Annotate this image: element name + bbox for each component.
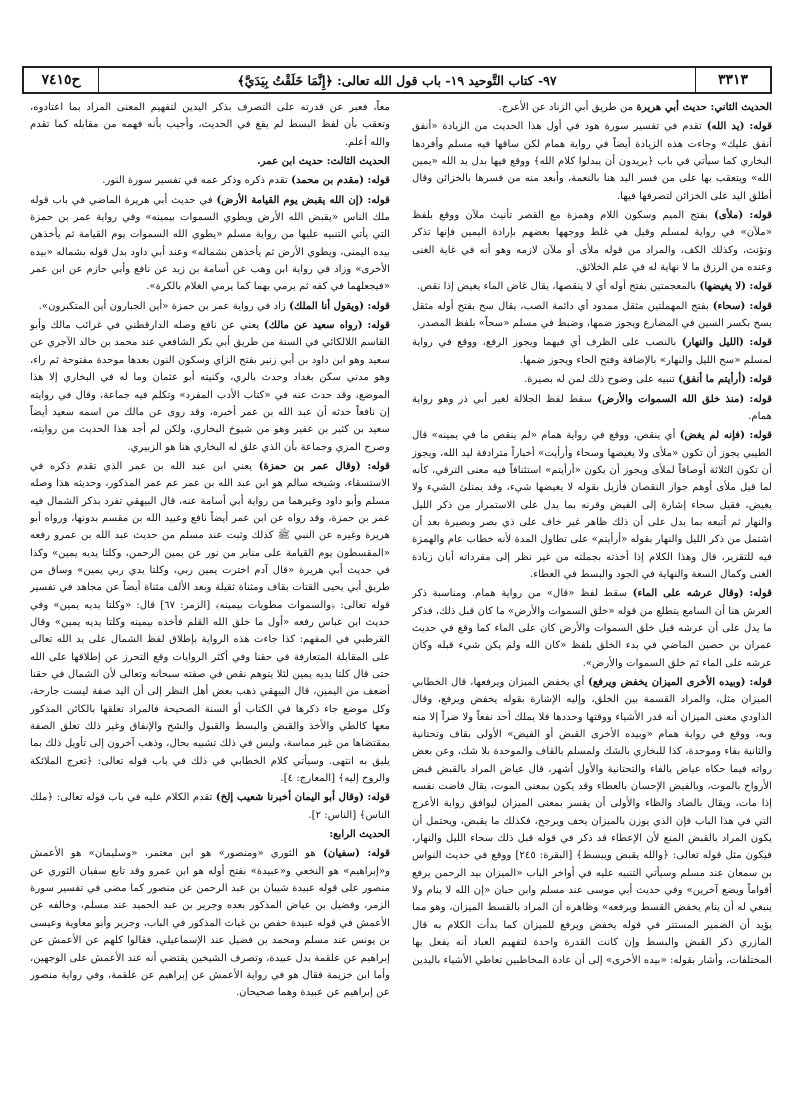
paragraph-heading: قوله: (وقال عمر بن حمزة) (258, 459, 390, 472)
paragraph-heading: قوله: (ويقول أنا الملك) (289, 299, 390, 312)
paragraph-heading: قوله: (مقدم بن محمد) (291, 174, 390, 187)
paragraph-heading: قوله: (الليل والنهار) (681, 336, 772, 349)
paragraph-heading: الحديث الثاني: حديث أبي هريرة (636, 101, 772, 113)
commentary-paragraph (30, 99, 390, 151)
commentary-paragraph (412, 427, 772, 583)
commentary-paragraph (412, 585, 772, 672)
paragraph-text: من طريق أبي الزناد عن الأعرج. (498, 102, 634, 113)
commentary-paragraph (30, 826, 390, 843)
paragraph-text: في حديث أبي هريرة الماضي في باب قوله ملك الناس «يقبض الله الأرض ويطوي السموات بيمينه» وفي رواية عمر بن حمزة التي يأتي التنبيه عليها من رواية مسلم «يطوي الله السموات يوم القيامة ثم يأخذهن بيده اليمنى، ويطوي الأرض ثم يأخذهن بشماله» وعند أبي داود بدل قوله بشماله «بيده الأخرى» وزاد في رواية ابن وهب عن أسامة بن زيد عن نافع وأبي حازم عن ابن عمر «فيجعلهما في كفه ثم يرمي بهما كما يرمي الغلام بالكرة». (30, 194, 390, 293)
paragraph-text: بالمعجمتين بفتح أوله أي لا ينقصها، يقال غاض الماء يغيض إذا نقص. (416, 281, 697, 293)
commentary-paragraph (412, 674, 772, 969)
paragraph-text: بفتح الميم وسكون اللام وهمزة مع القصر تأنيث ملآن ووقع بلفظ «ملآن» في رواية لمسلم وقيل هي غلط ووجهها بعضهم بإرادة اليمين فإنها تذكر وتؤنث، وكذلك الكف، والمراد من قوله ملأى أو ملآن لازمه وهو أنه في غاية الغنى وعنده من الرزق ما لا نهاية له في علم الخلائق. (412, 210, 772, 274)
paragraph-heading: قوله: (فإنه لم يغض) (679, 429, 772, 442)
paragraph-heading: قوله: (وقال عرشه على الماء) (632, 587, 772, 600)
paragraph-text: تنبيه على وضوح ذلك لمن له بصيرة. (524, 374, 675, 386)
paragraph-heading: قوله: (وقال أبو اليمان أخبرنا شعيب إلخ) (215, 791, 390, 804)
right-column (412, 99, 772, 1106)
paragraph-heading: الحديث الرابع: (329, 828, 390, 841)
running-title: ٩٧- كتاب التَّوحيد ١٩- باب قول الله تعالى: ﴿إِنَّمَا خَلَقْتُ بِيَدَيَّ﴾ (237, 72, 557, 88)
commentary-paragraph (412, 99, 772, 116)
paragraph-text: بالنصب على الظرف أي فيهما ويجوز الرفع، ووقع في رواية لمسلم «سح الليل والنهار» بالإضافة وفتح الحاء ويجوز ضمها. (412, 337, 772, 366)
commentary-paragraph (30, 317, 390, 456)
commentary-paragraph (30, 153, 390, 170)
paragraph-text: معاً، فعبر عن قدرته على التصرف بذكر اليدين لتفهيم المعنى المراد بما اعتادوه، وتعقب بأن لفظ البسط لم يقع في الحديث، وأجيب بأنه فهمه من مقابله كما تقدم والله أعلم. (30, 102, 390, 148)
commentary-paragraph (412, 118, 772, 205)
left-column (30, 99, 390, 1106)
paragraph-text: أي يخفض الميزان ويرفعها، قال الخطابي الميزان مثل، والمراد القسمة بين الخلق، وإليه الإشارة بقوله يخفض ويرفع، وقال الداودي معنى الميزان أنه قدر الأشياء ووقتها وحددها فلا يملك أحد نفعاً ولا ضراً إلا منه وبه، ووقع في رواية همام «وبيده الأخرى القبض أو الفيض» الأولى بقاف وتحتانية والثانية بفاء وموحدة، كذا للبخاري بالشك ولمسلم بالقاف والموحدة بلا شك، وعن بعض رواته فيما حكاه عياض بالفاء والتحتانية والأول أشهر، قال عياض المراد بالقبض قبض الأرواح بالموت، وبالفيض الإحسان بالعطاء وقد يكون بمعنى الموت، يقال فاضت نفسه إذا مات، ويقال بالضاد والظاء والأولى أن يفسر بمعنى الميزان ليوافق رواية الأعرج التي في هذا الباب فإن الذي يوزن بالميزان يخف ويرجح، فكذلك ما يقبض، ويحتمل أن يكون المراد بالقبض المنع لأن الإعطاء قد ذكر في قوله قبل ذلك سحاء الليل والنهار، فيكون مثل قوله تعالى: ﴿والله يقبض ويبسط﴾ [البقرة: ٢٤٥] ووقع في حديث النواس بن سمعان عند مسلم وسيأتي التنبيه عليه في أواخر الباب «الميزان بيد الرحمن يرفع أقواماً ويضع آخرين» وفي حديث أبي موسى عند مسلم وابن حبان «إن الله لا ينام ولا ينبغي له أن ينام يخفض القسط ويرفعه» وظاهره أن المراد بالقسط الميزان، وهو مما يؤيد أن الضمير المستتر في قوله يخفض ويرفع للميزان كما بدأت الكلام به قال المازري ذكر القبض والبسط وإن كانت القدرة واحدة لتفهيم العباد أنه يفعل بها المختلفات، وأشار بقوله: «بيده الأخرى» إلى أن عادة المخاطبين تعاطي الأشياء باليدين (412, 677, 772, 966)
commentary-paragraph (30, 458, 390, 788)
commentary-paragraph (412, 278, 772, 295)
page-number: ٣٣١٣ (695, 68, 770, 92)
paragraph-heading: قوله: (سحاء) (712, 299, 772, 312)
paragraph-text: تقدم الكلام عليه في باب قوله تعالى: ﴿ملك الناس﴾ [الناس: ٢]. (30, 792, 390, 821)
paragraph-text: بفتح المهملتين مثقل ممدود أي دائمة الصب، يقال سح بفتح أوله مثقل يسح بكسر السين في المضارع ويجوز ضمها، وضبط في مسلم «سحاً» بلفظ المصدر. (412, 300, 772, 330)
paragraph-text: سقط لفظ الجلالة لغير أبي ذر وهو رواية همام. (412, 393, 772, 422)
paragraph-heading: قوله: (إن الله يقبض يوم القيامة الأرض) (216, 193, 390, 206)
paragraph-heading: قوله: (منذ خلق الله السموات والأرض) (597, 392, 772, 405)
commentary-paragraph (412, 371, 772, 388)
paragraph-heading: قوله: (يد الله) (706, 120, 772, 133)
paragraph-heading: الحديث الثالث: حديث ابن عمر. (257, 155, 390, 168)
commentary-paragraph (412, 298, 772, 333)
paragraph-heading: قوله: (أرأيتم ما أنفق) (678, 373, 772, 386)
hadith-number: ح٧٤١٥ (24, 68, 99, 92)
commentary-paragraph (30, 845, 390, 1001)
paragraph-text: يعني عن نافع وصله الدارقطني في غرائب مالك وأبو القاسم اللالكائي في السنة من طريق أبي بكر الشافعي عند محمد بن خالد الآجري عن سعيد وهو ابن داود بن أبي زنبر بفتح الزاي وسكون النون بعدها موحدة مفتوحة ثم راء، وهو مدني سكن بغداد وحدث بالري، وكنيته أبو عثمان وما له في البخاري إلا هذا الموضع، وقد حدث عنه في «كتاب الأدب المفرد» وتكلم فيه جماعة، وقال في روايته إن نافعاً حدثه أن عبد الله بن عمر أخبره، وقد روى عن مالك من اسمه سعيد أيضاً سعيد بن كثير بن عفير وهو من شيوخ البخاري، ولكن لم أجد هذا الحديث من روايته، وصرح المزي وجماعة بأن الذي علق له البخاري هنا هو الزبيري. (30, 320, 390, 453)
commentary-paragraph (30, 298, 390, 315)
paragraph-heading: قوله: (لا يغيضها) (699, 280, 772, 293)
paragraph-heading: قوله: (وبيده الأخرى الميزان يخفض ويرفع) (588, 676, 772, 688)
commentary-paragraph (30, 172, 390, 189)
page-header (22, 66, 772, 94)
commentary-paragraph (30, 789, 390, 824)
commentary-paragraph (412, 391, 772, 426)
paragraph-text: هو الثوري «ومنصور» هو ابن معتمر، «وسليمان» هو الأعمش و«إبراهيم» هو النخعي و«عبيدة» بفتح أوله هو ابن عمرو وقد تابع سفيان الثوري عن منصور على قوله عبيدة شيبان بن عبد الرحمن عن منصور كما مضى في تفسير سورة الزمر، وفضيل بن عياض المذكور بعده وجرير بن عبد الحميد عند مسلم، وخالفه عن الأعمش في قوله عبيدة حفص بن غياث المذكور في الباب، وجرير وأبو معاوية وعيسى بن يونس عند مسلم ومحمد بن فضيل عند الإسماعيلي، فقالوا كلهم عن الأعمش عن إبراهيم عن علقمة بدل عبيدة، وتصرف الشيخين يقتضي أنه عند الأعمش على الوجهين، وأما ابن خزيمة فقال هو في رواية الأعمش عن إبراهيم عن علقمة، وفي رواية منصور عن إبراهيم عن عبيدة وهما صحيحان. (30, 848, 390, 999)
page-body (30, 99, 772, 1106)
commentary-paragraph (412, 207, 772, 276)
paragraph-text: تقدم في تفسير سورة هود في أول هذا الحديث من الزيادة «أنفق أنفق عليك» وجاءت هذه الزيادة أيضاً في رواية همام لكن ساقها فيه مسلم وأفردها البخاري كما سيأتي في باب ﴿يريدون أن يبدلوا كلام الله﴾ ووقع فيها بدل يد الله «يمين الله» ويتعقب بها على من فسر اليد هنا بالنعمة، وأبعد منه من فسرها بالخزائن وقال أطلق اليد على الخزائن لتصرفها فيها. (412, 121, 772, 202)
commentary-paragraph (412, 334, 772, 369)
paragraph-text: أي ينقص، ووقع في رواية همام «لم ينقص ما في يمينه» قال الطيبي يجوز أن تكون «ملأى ولا يغيضها وسحاء وأرأيت» أخباراً مترادفة ليد الله، ويجوز أن تكون الثلاثة أوصافاً لملأى ويجوز أن يكون «أرأيتم» استئنافاً فيه معنى الترقي، كأنه لما قيل ملأى أوهم جواز النقصان فأزيل بقوله لا يغيضها شيء، وقد يمتلئ الشيء ولا يغيض، فقيل سحاء إشارة إلى الفيض وقرنه بما يدل على الاستمرار من ذكر الليل والنهار ثم أتبعه بما يدل على أن ذلك ظاهر غير خاف على ذي بصر وبصيرة بعد أن اشتمل من ذكر الليل والنهار بقوله «أرأيتم» على تطاول المدة لأنه خطاب عام والهمزة فيه للتقرير، قال وهذا الكلام إذا أخذته بجملته من غير نظر إلى مفرداته أبان زيادة الغنى وكمال السعة والنهاية في الجود والبسط في العطاء. (412, 430, 772, 580)
paragraph-text: زاد في رواية عمر بن حمزة «أين الجبارون أين المتكبرون». (38, 300, 286, 312)
paragraph-heading: قوله: (رواه سعيد عن مالك) (263, 319, 390, 332)
paragraph-text: تقدم ذكره وذكر عمه في تفسير سورة النور. (102, 175, 288, 187)
paragraph-text: سقط لفظ «قال» من رواية همام. ومناسبة ذكر العرش هنا أن السامع يتطلع من قوله «خلق السموات والأرض» ما كان قبل ذلك، فذكر ما يدل على أن عرشه قبل خلق السموات والأرض كان على الماء كما وقع في حديث عمران بن حصين الماضي في بدء الخلق بلفظ «كان الله ولم يكن شيء قبله وكان عرشه على الماء ثم خلق السموات والأرض». (412, 588, 772, 669)
paragraph-heading: قوله: (ملأى) (714, 209, 772, 222)
paragraph-text: يعني ابن عبد الله بن عمر الذي تقدم ذكره في الاستسقاء، وشيخه سالم هو ابن عبد الله بن عمر عم عمر المذكور، وحديثه هذا وصله مسلم وأبو داود وغيرهما من رواية أبي أسامة عنه، قال البيهقي تفرد بذكر الشمال فيه عمر بن حمزة، وقد رواه عن ابن عمر أيضاً نافع وعبيد الله بن مقسم بدونها، ورواه أبو هريرة وغيره عن النبي ﷺ كذلك وثبت عند مسلم من حديث عبد الله بن عمرو رفعه «المقسطون يوم القيامة على منابر من نور عن يمين الرحمن، وكلتا يديه يمين» وكذا في حديث أبي هريرة «قال آدم اخترت يمين ربي، وكلتا يدي ربي يمين» وساق من طريق أبي يحيى القتات بقاف ومثناة ثقيلة وبعد الألف مثناة أيضاً عن مجاهد في تفسير قوله تعالى: ﴿والسموات مطويات بيمينه﴾ [الزمر: ٦٧] قال: «وكلتا يديه يمين» وفي حديث ابن عباس رفعه «أول ما خلق الله القلم فأخذه بيمينه وكلتا يديه يمين» وقال القرطبي في المفهم: كذا جاءت هذه الرواية بإطلاق لفظ الشمال على يد الله تعالى على المقابلة المتعارفة في حقنا وفي أكثر الروايات وقع التحرز عن إطلاقها على الله حتى قال كلتا يديه يمين لئلا يتوهم نقص في صفته سبحانه وتعالى لأن الشمال في حقنا أضعف من اليمين، قال البيهقي ذهب بعض أهل النظر إلى أن اليد صفة ليست جارحة، وكل موضع جاء ذكرها في الكتاب أو السنة الصحيحة فالمراد تعلقها بالكائن المذكور معها كالطي والأخذ والقبض والبسط والقبول والشح والإنفاق وغير ذلك تعلق الصفة بمقتضاها من غير مماسة، وليس في ذلك تشبيه بحال، وذهب آخرون إلى تأويل ذلك بما يليق به انتهى. وسيأتي كلام الخطابي في ذلك في باب قوله تعالى: ﴿تعرج الملائكة والروح إليه﴾ [المعارج: ٤]. (30, 460, 390, 785)
commentary-paragraph (30, 192, 390, 296)
paragraph-heading: قوله: (سفيان) (323, 847, 390, 860)
